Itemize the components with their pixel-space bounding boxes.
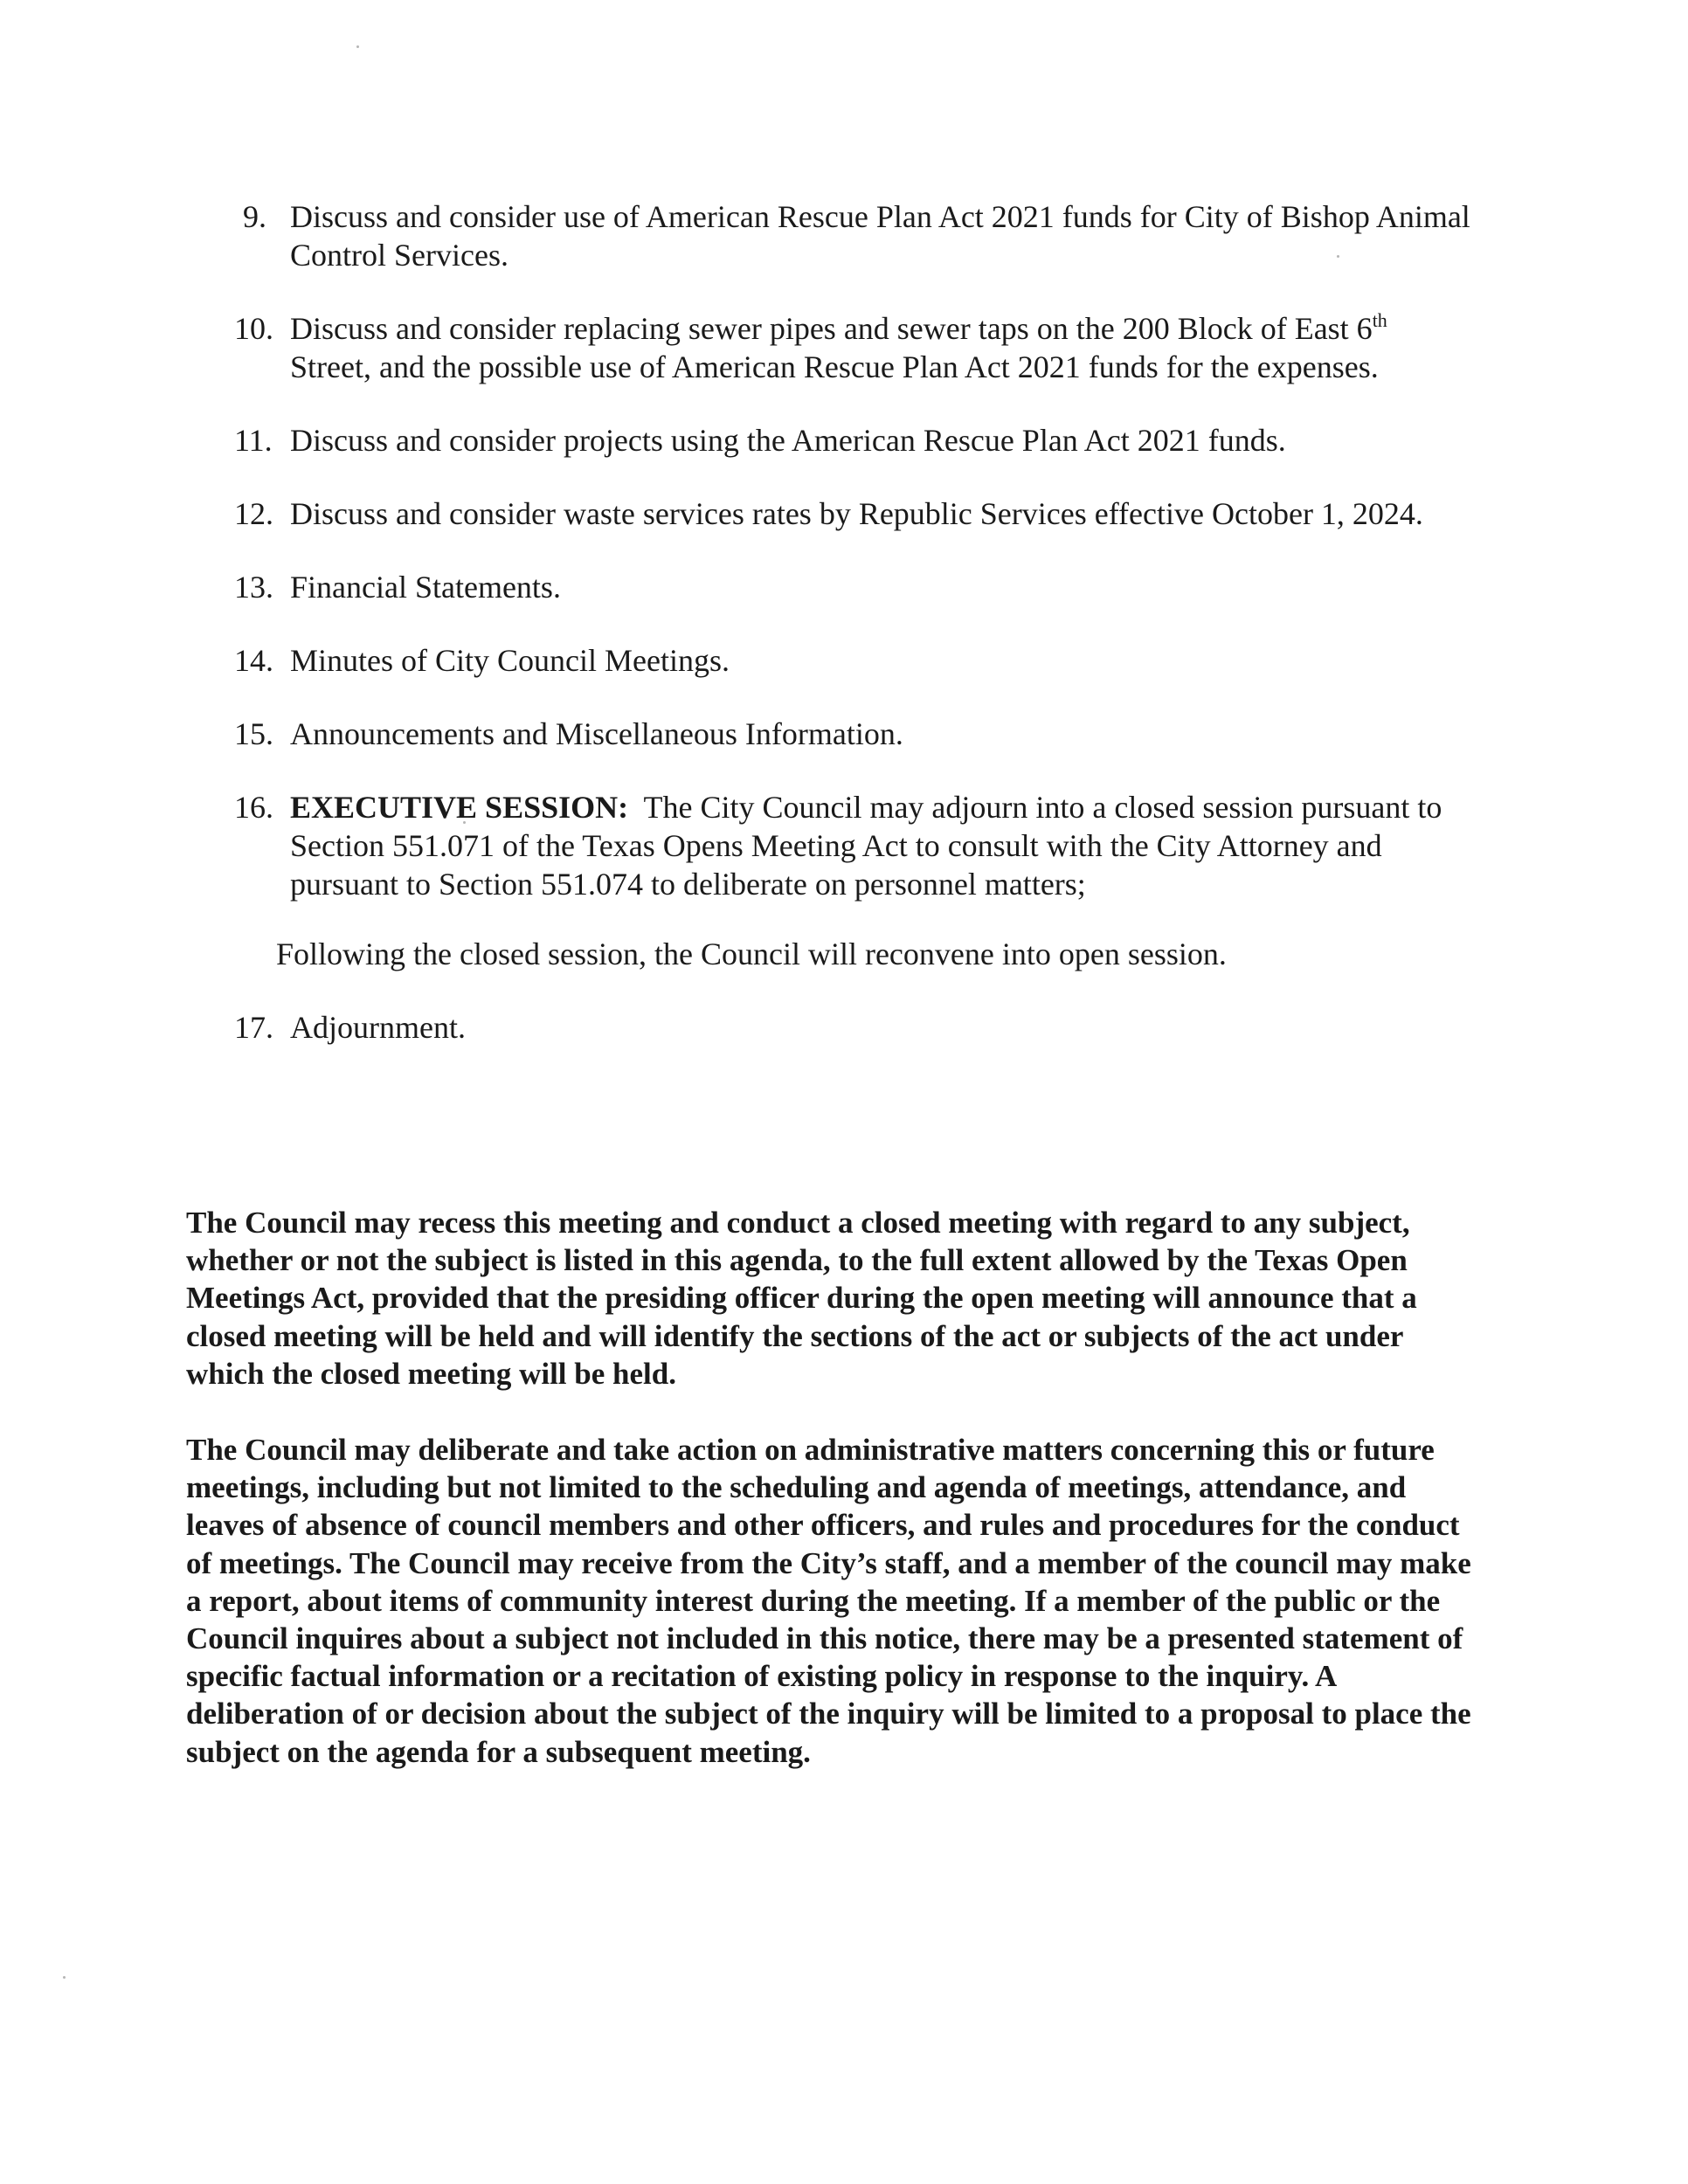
agenda-item-number: 12. xyxy=(234,496,273,531)
agenda-item-number: 17. xyxy=(234,1010,273,1045)
closed-meeting-notice: The Council may recess this meeting and conduct a closed meeting with regard to any subject, whether or not the subject is listed in this agenda, to the full extent allowed by the Texas Open Meetings Act, provided that the presiding officer during the open meeting will announce that a closed meeting will be held and will identify the sections of the act or subjects of the act under which the closed meeting will be held. xyxy=(186,1206,1417,1391)
agenda-item-number: 16. xyxy=(234,790,273,825)
agenda-item-text: Financial Statements. xyxy=(290,570,561,605)
scan-speck xyxy=(356,45,359,48)
agenda-item-15 xyxy=(234,715,1475,753)
executive-session-heading: EXECUTIVE SESSION: xyxy=(290,790,629,825)
agenda-item-text-part: The City Council may adjourn into a closed session pursuant to Section 551.071 of the Texas Opens Meeting Act to consult with the City Attorney and pursuant to Section 551.074 to deliberate on personnel matters; xyxy=(290,790,1450,902)
agenda-item-text xyxy=(290,790,1449,902)
agenda-item-text: Discuss and consider projects using the American Rescue Plan Act 2021 funds. xyxy=(290,423,1286,458)
scan-speck xyxy=(63,1976,66,1979)
agenda-item-11 xyxy=(234,421,1475,460)
agenda-item-text-part: Street, and the possible use of American Rescue Plan Act 2021 funds for the expenses. xyxy=(290,349,1379,384)
agenda-item-number: 10. xyxy=(234,311,273,346)
agenda-item-number: 14. xyxy=(234,643,273,678)
agenda-item-12 xyxy=(234,494,1475,533)
agenda-item-number: 15. xyxy=(234,716,273,751)
agenda-item-text: Announcements and Miscellaneous Information. xyxy=(290,716,903,751)
agenda-item-14 xyxy=(234,641,1475,680)
agenda-item-number: 13. xyxy=(234,570,273,605)
agenda-item-text: Minutes of City Council Meetings. xyxy=(290,643,730,678)
ordinal-suffix: th xyxy=(1372,309,1387,331)
agenda-item-text: Discuss and consider waste services rates by Republic Services effective October 1, 2024. xyxy=(290,496,1423,531)
agenda-item-text: Adjournment. xyxy=(290,1010,466,1045)
agenda-item-17 xyxy=(234,1008,1475,1047)
agenda-item-text: Discuss and consider use of American Rescue Plan Act 2021 funds for City of Bishop Animal Control Services. xyxy=(290,199,1470,273)
agenda-item-text-part: Discuss and consider replacing sewer pipes and sewer taps on the 200 Block of East 6 xyxy=(290,311,1373,346)
closed-session-follow-note: Following the closed session, the Council will reconvene into open session. xyxy=(276,936,1227,971)
agenda-list xyxy=(234,197,1475,1082)
agenda-item-16 xyxy=(234,788,1475,903)
administrative-matters-notice: The Council may deliberate and take action on administrative matters concerning this or future meetings, including but not limited to the scheduling and agenda of meetings, attendance, and leaves of absence of council members and other officers, and rules and procedures for the conduct of meetings. The Council may receive from the City’s staff, and a member of the council may make a report, about items of community interest during the meeting. If a member of the public or the Council inquires about a subject not included in this notice, there may be a presented statement of specific factual information or a recitation of existing policy in response to the inquiry. A deliberation of or decision about the subject of the inquiry will be limited to a proposal to place the subject on the agenda for a subsequent meeting. xyxy=(186,1433,1471,1769)
agenda-item-9 xyxy=(234,197,1475,274)
agenda-item-number: 11. xyxy=(234,423,273,458)
agenda-item-10 xyxy=(234,309,1475,386)
agenda-item-text xyxy=(290,311,1387,384)
agenda-item-number: 9. xyxy=(243,199,266,234)
agenda-item-13 xyxy=(234,568,1475,606)
